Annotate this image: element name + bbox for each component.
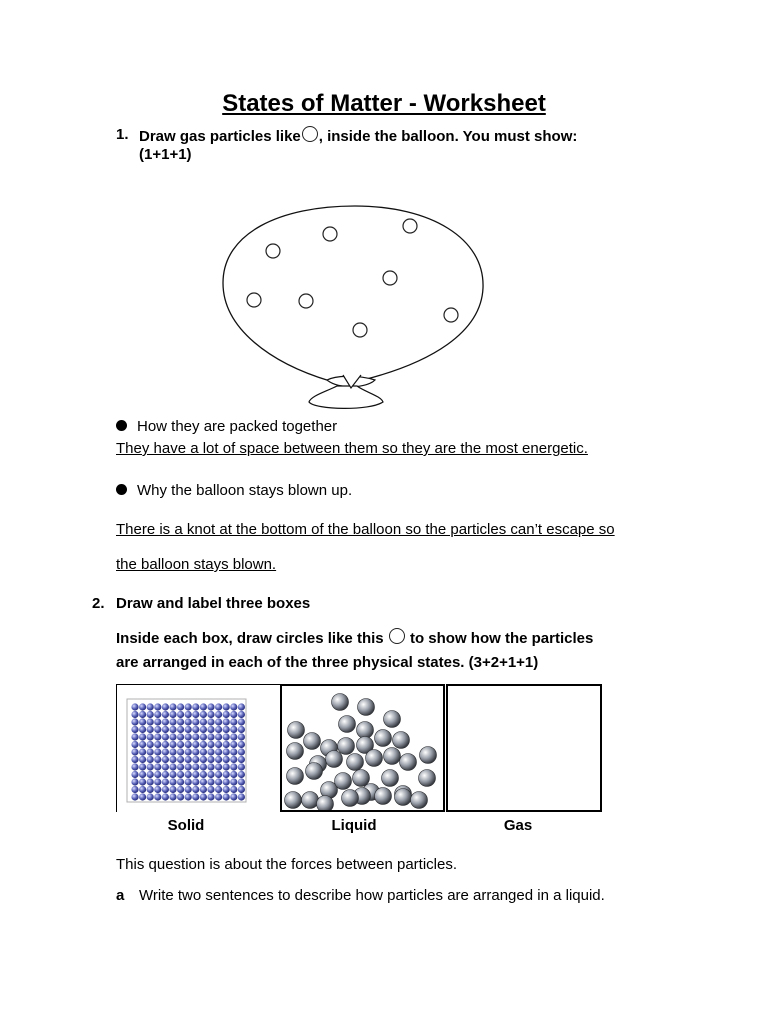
solid-particle	[215, 741, 222, 748]
solid-particle	[192, 718, 199, 725]
solid-particle	[177, 771, 184, 778]
liquid-particle	[384, 748, 401, 765]
solid-particle	[223, 718, 230, 725]
solid-particle	[230, 748, 237, 755]
solid-particle	[207, 718, 214, 725]
solid-particle	[177, 711, 184, 718]
solid-particle	[169, 741, 176, 748]
solid-particle	[154, 711, 161, 718]
solid-particle	[200, 718, 207, 725]
liquid-particle	[419, 770, 436, 787]
solid-particle	[162, 778, 169, 785]
solid-particle	[215, 718, 222, 725]
gas-particle	[353, 323, 367, 337]
liquid-particle	[326, 751, 343, 768]
gas-box	[446, 684, 602, 812]
solid-particle	[185, 726, 192, 733]
solid-box	[116, 684, 282, 812]
solid-particle	[147, 741, 154, 748]
solid-particle	[192, 763, 199, 770]
solid-particle	[147, 703, 154, 710]
solid-particle	[131, 786, 138, 793]
solid-particle	[238, 793, 245, 800]
liquid-particle	[285, 792, 302, 809]
liquid-particle	[288, 722, 305, 739]
solid-particle	[207, 786, 214, 793]
solid-particle	[230, 726, 237, 733]
solid-particle	[169, 778, 176, 785]
solid-particle	[169, 726, 176, 733]
solid-particle	[131, 703, 138, 710]
solid-particle	[154, 793, 161, 800]
bullet-balloon-text: Why the balloon stays blown up.	[137, 482, 353, 499]
solid-particle	[238, 778, 245, 785]
liquid-particle	[302, 792, 319, 809]
liquid-particle	[287, 768, 304, 785]
solid-particle	[154, 763, 161, 770]
solid-particle	[223, 733, 230, 740]
solid-particle	[177, 733, 184, 740]
solid-particle	[139, 718, 146, 725]
solid-particle	[207, 748, 214, 755]
liquid-particle	[384, 711, 401, 728]
solid-particle	[230, 793, 237, 800]
liquid-particle	[358, 699, 375, 716]
bullet-balloon	[116, 482, 352, 499]
liquid-particle	[357, 722, 374, 739]
solid-particle	[177, 756, 184, 763]
solid-particle	[154, 741, 161, 748]
question-1-number: 1.	[116, 126, 129, 143]
bullet-icon	[116, 484, 127, 495]
solid-particle	[147, 756, 154, 763]
answer-balloon-line-2: the balloon stays blown.	[116, 556, 277, 573]
solid-particle	[230, 711, 237, 718]
page-title: States of Matter - Worksheet	[222, 90, 546, 117]
solid-particle	[147, 793, 154, 800]
label-solid: Solid	[167, 817, 205, 834]
solid-particle	[200, 726, 207, 733]
solid-particle	[177, 793, 184, 800]
question-1-marks: (1+1+1)	[139, 146, 192, 163]
solid-particle	[177, 786, 184, 793]
liquid-particle	[306, 763, 323, 780]
solid-particle	[139, 763, 146, 770]
solid-particle	[238, 763, 245, 770]
liquid-particle	[375, 788, 392, 805]
answer-balloon-line-1: There is a knot at the bottom of the balloon so the particles can’t escape so	[116, 521, 615, 538]
bullet-icon	[116, 420, 127, 431]
liquid-particle	[342, 790, 359, 807]
liquid-particle	[347, 754, 364, 771]
balloon-outline	[223, 206, 483, 381]
solid-particle	[169, 718, 176, 725]
solid-particle	[238, 756, 245, 763]
solid-particle	[223, 786, 230, 793]
bullet-packing-text: How they are packed together	[137, 418, 338, 435]
solid-particle	[162, 786, 169, 793]
solid-particle	[177, 763, 184, 770]
solid-particle	[207, 778, 214, 785]
solid-particle	[185, 711, 192, 718]
liquid-particle	[317, 796, 334, 811]
solid-particle	[223, 756, 230, 763]
solid-particle	[230, 786, 237, 793]
solid-particle	[223, 793, 230, 800]
solid-particle	[192, 756, 199, 763]
solid-particle	[162, 741, 169, 748]
solid-particle	[200, 733, 207, 740]
solid-particle	[200, 771, 207, 778]
solid-particle	[207, 741, 214, 748]
solid-particle	[177, 741, 184, 748]
solid-particle	[139, 726, 146, 733]
solid-particle	[192, 711, 199, 718]
solid-particle	[185, 793, 192, 800]
solid-particle	[207, 771, 214, 778]
solid-particle	[238, 786, 245, 793]
solid-particle	[215, 778, 222, 785]
solid-particle	[139, 756, 146, 763]
label-gas: Gas	[503, 817, 533, 834]
solid-particle	[139, 793, 146, 800]
solid-particle	[238, 741, 245, 748]
liquid-particle	[400, 754, 417, 771]
solid-particle	[223, 741, 230, 748]
liquid-particle	[353, 770, 370, 787]
liquid-particle	[420, 747, 437, 764]
solid-particle	[192, 786, 199, 793]
solid-particle	[200, 748, 207, 755]
solid-particle	[200, 763, 207, 770]
balloon-knot	[309, 375, 383, 408]
solid-particle	[131, 733, 138, 740]
liquid-particle	[382, 770, 399, 787]
solid-particle	[192, 726, 199, 733]
solid-particle	[177, 748, 184, 755]
solid-particle	[207, 703, 214, 710]
solid-particle	[223, 763, 230, 770]
solid-particle	[207, 756, 214, 763]
label-liquid: Liquid	[331, 817, 377, 834]
solid-particle	[230, 778, 237, 785]
solid-particle	[238, 718, 245, 725]
question-2-heading: Draw and label three boxes	[116, 595, 311, 612]
solid-particle	[230, 763, 237, 770]
liquid-particle	[411, 792, 428, 809]
solid-particle	[139, 741, 146, 748]
solid-particles	[117, 685, 281, 811]
solid-particle	[162, 771, 169, 778]
solid-particle	[162, 793, 169, 800]
question-2-instruction	[116, 628, 593, 647]
answer-packing: They have a lot of space between them so they are the most energetic.	[116, 440, 588, 457]
solid-particle	[169, 733, 176, 740]
solid-particle	[200, 711, 207, 718]
solid-particle	[230, 703, 237, 710]
solid-particle	[154, 718, 161, 725]
question-2-instruction-line-2: are arranged in each of the three physical states. (3+2+1+1)	[116, 654, 539, 671]
liquid-particle	[393, 732, 410, 749]
solid-particle	[223, 726, 230, 733]
solid-particle	[192, 741, 199, 748]
solid-particle	[154, 786, 161, 793]
part-a-letter: a	[116, 887, 125, 904]
solid-particle	[215, 703, 222, 710]
solid-particle	[147, 763, 154, 770]
liquid-particles	[282, 686, 443, 810]
solid-particle	[147, 726, 154, 733]
solid-particle	[139, 778, 146, 785]
solid-particle	[162, 733, 169, 740]
gas-particle	[383, 271, 397, 285]
liquid-particle	[335, 773, 352, 790]
solid-particle	[139, 733, 146, 740]
solid-particle	[215, 771, 222, 778]
liquid-particle	[304, 733, 321, 750]
solid-particle	[162, 711, 169, 718]
solid-particle	[147, 786, 154, 793]
solid-particle	[223, 771, 230, 778]
solid-particle	[207, 763, 214, 770]
solid-particle	[154, 733, 161, 740]
solid-particle	[185, 733, 192, 740]
solid-particle	[162, 756, 169, 763]
solid-particle	[192, 703, 199, 710]
solid-particle	[147, 711, 154, 718]
liquid-box	[280, 684, 445, 812]
solid-particle	[185, 718, 192, 725]
solid-particle	[169, 771, 176, 778]
solid-particle	[223, 703, 230, 710]
solid-particle	[192, 771, 199, 778]
solid-particle	[215, 711, 222, 718]
gas-particle	[299, 294, 313, 308]
solid-particle	[215, 726, 222, 733]
solid-particle	[185, 771, 192, 778]
solid-particle	[147, 718, 154, 725]
solid-particle	[162, 763, 169, 770]
solid-particle	[169, 711, 176, 718]
solid-particle	[207, 733, 214, 740]
solid-particle	[139, 711, 146, 718]
part-a-text: Write two sentences to describe how particles are arranged in a liquid.	[139, 887, 605, 904]
solid-particle	[139, 771, 146, 778]
solid-particle	[162, 718, 169, 725]
solid-particle	[185, 786, 192, 793]
solid-particle	[215, 786, 222, 793]
solid-particle	[200, 786, 207, 793]
solid-particle	[154, 756, 161, 763]
solid-particle	[185, 703, 192, 710]
solid-particle	[154, 778, 161, 785]
circle-icon	[389, 628, 405, 644]
solid-particle	[207, 793, 214, 800]
circle-icon	[302, 126, 318, 142]
solid-particle	[177, 726, 184, 733]
liquid-particle-group	[285, 694, 437, 811]
solid-particle	[147, 778, 154, 785]
solid-particle	[131, 726, 138, 733]
liquid-particle	[332, 694, 349, 711]
solid-particle	[230, 733, 237, 740]
solid-particle	[169, 703, 176, 710]
solid-particle	[131, 711, 138, 718]
solid-particle	[131, 771, 138, 778]
solid-particle	[230, 771, 237, 778]
solid-particle	[200, 756, 207, 763]
solid-particle	[139, 786, 146, 793]
solid-particle	[230, 718, 237, 725]
solid-particle	[238, 711, 245, 718]
solid-particle	[207, 711, 214, 718]
solid-particle	[131, 763, 138, 770]
solid-particle	[154, 703, 161, 710]
solid-particle	[139, 748, 146, 755]
solid-particle	[131, 718, 138, 725]
solid-particle	[223, 748, 230, 755]
instruction-after: to show how the particles	[409, 630, 594, 647]
balloon-drawing	[215, 198, 495, 414]
forces-intro: This question is about the forces between particles.	[116, 856, 458, 873]
solid-particle	[131, 748, 138, 755]
solid-particle	[192, 793, 199, 800]
gas-particle	[444, 308, 458, 322]
solid-particle	[177, 778, 184, 785]
liquid-particle	[339, 716, 356, 733]
solid-particle	[215, 748, 222, 755]
solid-particle	[192, 733, 199, 740]
liquid-particle	[375, 730, 392, 747]
solid-particle	[215, 793, 222, 800]
solid-particle	[139, 703, 146, 710]
solid-particle	[192, 748, 199, 755]
liquid-particle	[338, 738, 355, 755]
gas-particle	[266, 244, 280, 258]
solid-particle	[147, 733, 154, 740]
solid-particle	[177, 703, 184, 710]
solid-particle	[185, 778, 192, 785]
solid-particle	[185, 763, 192, 770]
solid-particle	[207, 726, 214, 733]
solid-particle	[238, 726, 245, 733]
solid-particle	[162, 726, 169, 733]
solid-particle	[238, 733, 245, 740]
gas-particle	[403, 219, 417, 233]
solid-particle	[154, 771, 161, 778]
solid-particle	[147, 771, 154, 778]
bullet-packing	[116, 418, 337, 435]
solid-particle	[131, 778, 138, 785]
instruction-before: Inside each box, draw circles like this	[116, 630, 384, 647]
liquid-particle	[395, 789, 412, 806]
solid-particle	[223, 778, 230, 785]
solid-particle	[169, 763, 176, 770]
solid-particle	[131, 793, 138, 800]
solid-particle	[215, 733, 222, 740]
solid-particle	[230, 756, 237, 763]
solid-particle	[200, 703, 207, 710]
solid-particle	[177, 718, 184, 725]
solid-particle	[169, 786, 176, 793]
question-1-text-before: Draw gas particles like	[139, 128, 301, 145]
solid-particle	[154, 726, 161, 733]
question-1-text	[139, 126, 659, 164]
solid-particle	[154, 748, 161, 755]
solid-particle	[230, 741, 237, 748]
solid-particle	[238, 748, 245, 755]
solid-particle	[185, 741, 192, 748]
solid-particle	[223, 711, 230, 718]
solid-particle	[185, 748, 192, 755]
solid-particle	[200, 793, 207, 800]
solid-particle	[192, 778, 199, 785]
gas-particle	[247, 293, 261, 307]
solid-particle	[200, 778, 207, 785]
solid-particle	[162, 703, 169, 710]
question-2-number: 2.	[92, 595, 105, 612]
liquid-particle	[366, 750, 383, 767]
solid-particle	[147, 748, 154, 755]
liquid-particle	[287, 743, 304, 760]
solid-particle	[200, 741, 207, 748]
solid-particle	[131, 741, 138, 748]
solid-particle	[131, 756, 138, 763]
gas-particle	[323, 227, 337, 241]
solid-particle	[162, 748, 169, 755]
solid-particle	[169, 793, 176, 800]
solid-particle	[169, 748, 176, 755]
solid-particle	[185, 756, 192, 763]
question-1-text-after: , inside the balloon. You must show:	[318, 128, 578, 145]
solid-particle	[238, 771, 245, 778]
solid-particle	[215, 756, 222, 763]
solid-particle	[215, 763, 222, 770]
solid-particle	[169, 756, 176, 763]
solid-particle	[238, 703, 245, 710]
